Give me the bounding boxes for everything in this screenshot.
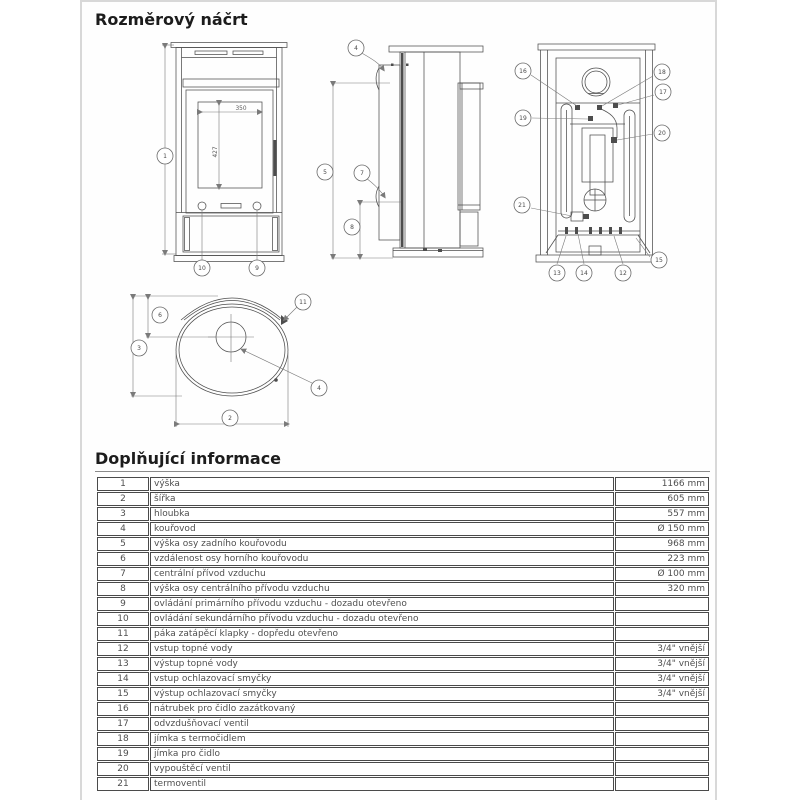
table-row bbox=[97, 552, 709, 566]
balloon-2 bbox=[222, 410, 238, 426]
row-label: ovládání sekundárního přívodu vzduchu - dozadu otevřeno bbox=[150, 612, 614, 626]
row-number: 19 bbox=[97, 747, 149, 761]
balloon-19 bbox=[515, 110, 531, 126]
svg-text:3: 3 bbox=[137, 345, 141, 353]
table-row bbox=[97, 762, 709, 776]
rear-top-plate bbox=[538, 44, 655, 50]
svg-text:1: 1 bbox=[163, 153, 167, 161]
side-top-plate bbox=[389, 46, 483, 52]
svg-text:20: 20 bbox=[658, 130, 666, 138]
balloon-15 bbox=[651, 252, 667, 268]
row-value bbox=[615, 732, 709, 746]
table-row bbox=[97, 657, 709, 671]
stove-front-view bbox=[157, 43, 287, 277]
balloon-4-top bbox=[311, 380, 327, 396]
row-number: 1 bbox=[97, 477, 149, 491]
balloon-16 bbox=[515, 63, 531, 79]
row-value: 223 mm bbox=[615, 552, 709, 566]
svg-text:6: 6 bbox=[158, 312, 162, 320]
row-number: 10 bbox=[97, 612, 149, 626]
top-rear-shield-arc bbox=[181, 298, 283, 320]
table-row bbox=[97, 627, 709, 641]
svg-text:15: 15 bbox=[655, 257, 663, 265]
balloon-9 bbox=[249, 260, 265, 276]
row-value bbox=[615, 597, 709, 611]
row-label: jímka pro čidlo bbox=[150, 747, 614, 761]
side-body bbox=[400, 52, 460, 248]
row-label: termoventil bbox=[150, 777, 614, 791]
row-number: 2 bbox=[97, 492, 149, 506]
row-label: páka zatápěcí klapky - dopředu otevřeno bbox=[150, 627, 614, 641]
row-number: 16 bbox=[97, 702, 149, 716]
svg-text:18: 18 bbox=[658, 69, 666, 77]
row-value bbox=[615, 612, 709, 626]
row-label: výška bbox=[150, 477, 614, 491]
row-label: vypouštěcí ventil bbox=[150, 762, 614, 776]
balloon-5 bbox=[317, 164, 333, 180]
front-base bbox=[174, 256, 284, 262]
rear-panel bbox=[556, 58, 640, 252]
table-row bbox=[97, 567, 709, 581]
row-label: jímka s termočidlem bbox=[150, 732, 614, 746]
svg-text:4: 4 bbox=[317, 385, 321, 393]
top-damper-lever bbox=[281, 315, 288, 325]
section-title-info: Doplňující informace bbox=[95, 449, 710, 472]
row-label: výška osy centrálního přívodu vzduchu bbox=[150, 582, 614, 596]
balloon-12 bbox=[615, 265, 631, 281]
stove-side-view bbox=[317, 40, 483, 258]
row-value bbox=[615, 702, 709, 716]
row-value: 1166 mm bbox=[615, 477, 709, 491]
info-table-body bbox=[97, 477, 709, 791]
row-label: šířka bbox=[150, 492, 614, 506]
rear-drain-valve bbox=[571, 212, 583, 221]
row-label: vzdálenost osy horního kouřovodu bbox=[150, 552, 614, 566]
rear-exchanger bbox=[582, 128, 613, 182]
table-row bbox=[97, 687, 709, 701]
balloon-14 bbox=[576, 265, 592, 281]
table-row bbox=[97, 582, 709, 596]
rear-base bbox=[536, 255, 656, 262]
table-row bbox=[97, 507, 709, 521]
front-air-control-left bbox=[198, 202, 206, 210]
row-label: výstup ochlazovací smyčky bbox=[150, 687, 614, 701]
row-number: 21 bbox=[97, 777, 149, 791]
row-value bbox=[615, 627, 709, 641]
row-number: 4 bbox=[97, 522, 149, 536]
balloon-13 bbox=[549, 265, 565, 281]
info-table bbox=[96, 476, 710, 792]
row-value: 3/4" vnější bbox=[615, 672, 709, 686]
row-value: Ø 150 mm bbox=[615, 522, 709, 536]
row-number: 13 bbox=[97, 657, 149, 671]
row-value: 605 mm bbox=[615, 492, 709, 506]
row-value: 3/4" vnější bbox=[615, 642, 709, 656]
row-value: 557 mm bbox=[615, 507, 709, 521]
table-row bbox=[97, 732, 709, 746]
glass-height-dimension: 427 bbox=[213, 146, 219, 158]
row-number: 9 bbox=[97, 597, 149, 611]
row-label: hloubka bbox=[150, 507, 614, 521]
balloon-18 bbox=[654, 64, 670, 80]
row-label: vstup ochlazovací smyčky bbox=[150, 672, 614, 686]
table-row bbox=[97, 747, 709, 761]
row-number: 14 bbox=[97, 672, 149, 686]
svg-text:19: 19 bbox=[519, 115, 527, 123]
front-vent-slot bbox=[233, 51, 263, 55]
row-number: 18 bbox=[97, 732, 149, 746]
row-value: 3/4" vnější bbox=[615, 657, 709, 671]
balloon-7 bbox=[354, 165, 370, 181]
svg-text:16: 16 bbox=[519, 68, 527, 76]
svg-text:5: 5 bbox=[323, 169, 327, 177]
svg-text:7: 7 bbox=[360, 170, 364, 178]
svg-text:14: 14 bbox=[580, 270, 588, 278]
svg-text:2: 2 bbox=[228, 415, 232, 423]
table-row bbox=[97, 717, 709, 731]
table-row bbox=[97, 702, 709, 716]
table-row bbox=[97, 537, 709, 551]
front-air-control-right bbox=[253, 202, 261, 210]
top-body-outline bbox=[176, 304, 288, 396]
row-number: 12 bbox=[97, 642, 149, 656]
balloon-4-side bbox=[348, 40, 364, 56]
row-number: 11 bbox=[97, 627, 149, 641]
row-label: výška osy zadního kouřovodu bbox=[150, 537, 614, 551]
front-vent-slot bbox=[195, 51, 227, 55]
table-row bbox=[97, 492, 709, 506]
balloon-21 bbox=[514, 197, 530, 213]
front-door-frame bbox=[186, 90, 273, 213]
front-door-handle bbox=[274, 140, 277, 176]
balloon-6 bbox=[152, 307, 168, 323]
svg-text:10: 10 bbox=[198, 265, 206, 273]
row-number: 8 bbox=[97, 582, 149, 596]
section-title-dimensions: Rozměrový náčrt bbox=[95, 10, 248, 29]
svg-text:4: 4 bbox=[354, 45, 358, 53]
row-value bbox=[615, 777, 709, 791]
table-row bbox=[97, 477, 709, 491]
svg-text:13: 13 bbox=[553, 270, 561, 278]
row-value bbox=[615, 717, 709, 731]
stove-top-view bbox=[131, 294, 327, 427]
side-rear-shield bbox=[379, 65, 400, 240]
front-door-glass bbox=[198, 102, 262, 188]
table-row bbox=[97, 777, 709, 791]
row-number: 7 bbox=[97, 567, 149, 581]
row-number: 20 bbox=[97, 762, 149, 776]
row-value: 968 mm bbox=[615, 537, 709, 551]
svg-text:12: 12 bbox=[619, 270, 627, 278]
stove-rear-view bbox=[514, 44, 671, 281]
rear-flue-outlet bbox=[582, 68, 610, 96]
row-label: ovládání primárního přívodu vzduchu - dozadu otevřeno bbox=[150, 597, 614, 611]
balloon-10 bbox=[194, 260, 210, 276]
row-number: 17 bbox=[97, 717, 149, 731]
balloon-8 bbox=[344, 219, 360, 235]
table-row bbox=[97, 642, 709, 656]
row-label: nátrubek pro čidlo zazátkovaný bbox=[150, 702, 614, 716]
row-number: 15 bbox=[97, 687, 149, 701]
svg-text:8: 8 bbox=[350, 224, 354, 232]
row-label: kouřovod bbox=[150, 522, 614, 536]
row-value: 320 mm bbox=[615, 582, 709, 596]
svg-text:9: 9 bbox=[255, 265, 259, 273]
table-row bbox=[97, 612, 709, 626]
svg-text:21: 21 bbox=[518, 202, 526, 210]
row-number: 5 bbox=[97, 537, 149, 551]
row-value: Ø 100 mm bbox=[615, 567, 709, 581]
row-number: 6 bbox=[97, 552, 149, 566]
svg-text:11: 11 bbox=[299, 299, 307, 307]
row-value: 3/4" vnější bbox=[615, 687, 709, 701]
row-value bbox=[615, 762, 709, 776]
front-top-plate bbox=[171, 43, 287, 48]
row-label: centrální přívod vzduchu bbox=[150, 567, 614, 581]
row-number: 3 bbox=[97, 507, 149, 521]
table-row bbox=[97, 597, 709, 611]
row-label: odvzdušňovací ventil bbox=[150, 717, 614, 731]
balloon-17 bbox=[655, 84, 671, 100]
side-door bbox=[458, 83, 480, 210]
row-label: vstup topné vody bbox=[150, 642, 614, 656]
table-row bbox=[97, 522, 709, 536]
balloon-3 bbox=[131, 340, 147, 356]
svg-text:17: 17 bbox=[659, 89, 667, 97]
balloon-11 bbox=[295, 294, 311, 310]
row-label: výstup topné vody bbox=[150, 657, 614, 671]
balloon-1 bbox=[157, 148, 173, 164]
table-row bbox=[97, 672, 709, 686]
balloon-20 bbox=[654, 125, 670, 141]
glass-width-dimension: 350 bbox=[235, 106, 247, 112]
row-value bbox=[615, 747, 709, 761]
